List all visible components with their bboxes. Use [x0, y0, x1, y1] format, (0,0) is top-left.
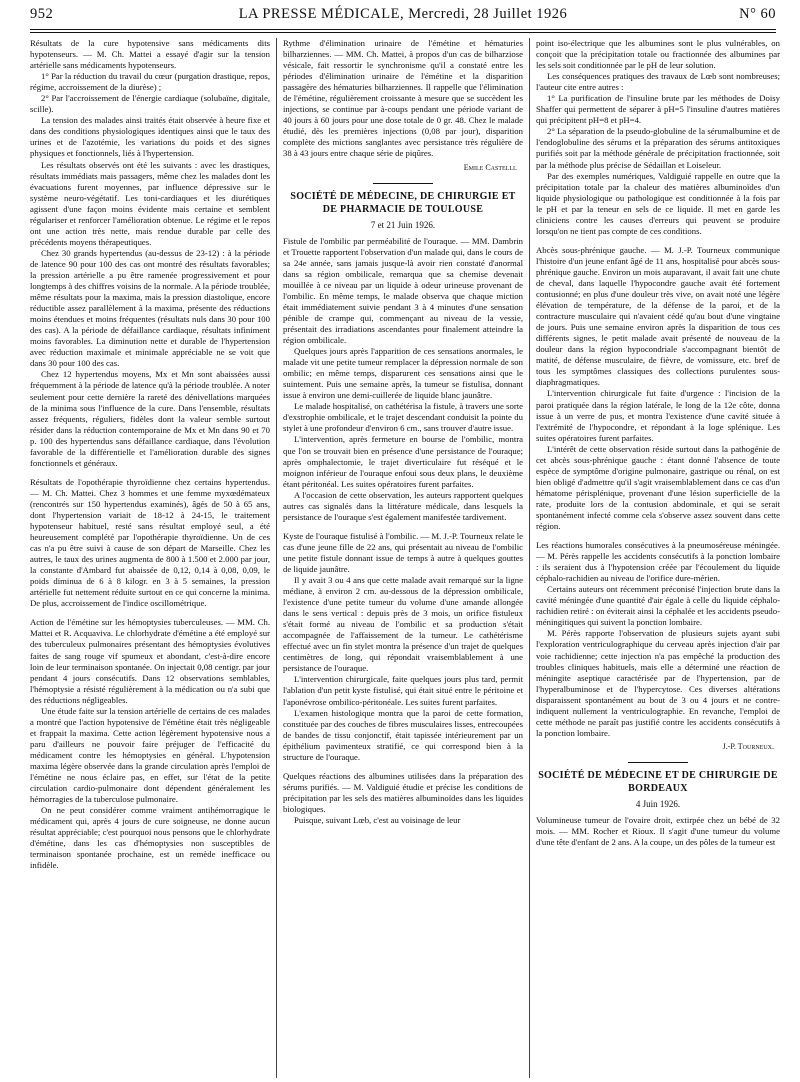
session-date: 7 et 21 Juin 1926. — [370, 219, 436, 230]
paragraph: Il y avait 3 ou 4 ans que cette malade avait remarqué sur la ligne médiane, à environ 2 cm. au-dessous de la dépression ombilicale, l'existence d'une petite tumeur du volume d'une amande allongée dans le sens vertical : depuis près de 3 mois, un orifice fistuleux s'était formé au niveau de l'ombilic et sa production s'était accompagnée de l'affaissement de la tumeur. Le cathétérisme effectué avec un fin stylet montra la présence d'un trajet de quelques centimètres de long, qui répondait vraisemblablement à une persistance de l'ouraque. — [283, 575, 523, 674]
paragraph: Kyste de l'ouraque fistulisé à l'ombilic. — M. J.-P. Tourneux relate le cas d'une jeune fille de 22 ans, qui présentait au niveau de l'ombilic une petite fistule donnant issue de temps à autre à quelques gouttes de liquide jaunâtre. — [283, 530, 523, 574]
paragraph: Une étude faite sur la tension artérielle de certains de ces malades a montré que l'action hypotensive de l'émétine était très négligeable et frappait la maxima. Cette action légèrement hypotensive nous a paru d'ailleurs ne pouvoir faire préjuger de l'efficacité du médicament contre les hémoptysies en général. L'hypotension maxima légère observée dans la grande circulation après l'emploi de l'émétine ne nous éclaire pas, en effet, sur l'état de la petite circulation cardio-pulmonaire dont dépendent généralement les hémorragies de la tuberculose pulmonaire. — [30, 705, 270, 805]
column-divider — [529, 38, 530, 1078]
column-1 — [30, 38, 270, 1078]
paragraph: Les résultats observés ont été les suivants : avec les drastiques, résultats immédiats mais passagers, même chez les malades dont les évacuations furent moyennes, par influence dépressive sur le système neuro-végétatif. Les toni-cardiaques et les diurétiques agissent d'une façon moins évidente mais certaine et semblent régulariser et renforcer l'amélioration obtenue. Le régime et le repos ont une action très nette, mais rendue durable par celle des précédents moyens thérapeutiques. — [30, 159, 270, 247]
paragraph: L'examen histologique montra que la paroi de cette formation, constituée par des couches de fibres musculaires lisses, entrecoupées de bandes de tissu conjonctif, était tapissée intérieurement par un épithélium pavimenteux stratifié, ce qui correspond bien à la structure de l'ouraque. — [283, 707, 523, 762]
journal-title: LA PRESSE MÉDICALE, Mercredi, 28 Juillet 1926 — [238, 6, 568, 22]
paragraph: L'intervention, après fermeture en bourse de l'ombilic, montra que l'on se trouvait bien en présence d'une persistance de l'ouraque; après omphalectomie, le trajet diverticulaire fut réséqué et le moignon inférieur de l'ouraque enfoui sous deux plans, le deuxième étant péritonéal. Les suites opératoires furent parfaites. — [283, 434, 523, 489]
paragraph: Par des exemples numériques, Valdiguié rappelle en outre que la précipitation totale par la chaleur des matières albuminoïdes d'un liquide physiologique ou pathologique est conditionnée à la fois par le pH et par la teneur en sels de ce liquide. Il met en garde les cliniciens contre les causes d'erreurs qui peuvent se produire lorsqu'on ne tient pas compte de ces conditions. — [536, 170, 780, 236]
paragraph: Puisque, suivant Lœb, c'est au voisinage de leur — [294, 815, 461, 825]
column-divider — [276, 38, 277, 1078]
paragraph: 1° Par la réduction du travail du cœur (purgation drastique, repos, régime, accroissement de la diurèse) ; — [30, 71, 270, 93]
paragraph: Le malade hospitalisé, on cathétérisa la fistule, à travers une sorte d'exstrophie ombilicale, et le trajet descendant conduisit la pointe du stylet à une profondeur d'environ 6 cm., sans trouver d'autre issue. — [283, 401, 523, 434]
paragraph: M. Pérès rapporte l'observation de plusieurs sujets ayant subi l'exploration ventriculographique du cerveau après injection d'air par voie rachidienne; cette injection n'a pas empêché la production des troubles cliniques habituels, mais elle a déterminé une réaction de méningite aseptique caractérisée par de l'hypertension, par de l'hyperalbuminose et de l'hypercytose. Ces diverses altérations disparaissent spontanément au bout de 3 ou 4 jours et ne contre-indiquent nullement la ventriculographie. En revanche, l'emploi de cette méthode ne paraît pas justifié contre les accidents consécutifs à la ponction lombaire. — [536, 628, 780, 738]
paragraph: Rythme d'élimination urinaire de l'émétine et hématuries bilharziennes. — MM. Ch. Mattei, à propos d'un cas de bilharziose vésicale, fait ressortir le synchronisme qu'il a constaté entre les périodes d'élimination urinaire de l'émétine et la disparition passagère des hématuries bilharziennes. Il rappelle que l'élimination de l'émétine, régulièrement croissante à mesure que se succèdent les injections, se continue par à-coups pendant une période variant de 40 jours à 60 jours pour une dose totale de 0 gr. 48. Chez le malade étudié, dès les premières injections (0,08 par jour), disparition complète des mictions sanglantes avec persistance très régulière de 38 à 43 jours entre chaque série de piqûres. — [283, 38, 523, 159]
paragraph: Volumineuse tumeur de l'ovaire droit, extirpée chez un bébé de 32 mois. — MM. Rocher et Rioux. Il s'agit d'une tumeur du volume d'une tête d'enfant de 2 ans. A la coupe, un des pôles de la tumeur est — [536, 815, 780, 848]
paragraph: Certains auteurs ont récemment préconisé l'injection brute dans la cavité méningée d'une quantité d'air égale à celle du liquide céphalo-rachidien retiré : on éviterait ainsi la céphalée et les accidents pseudo-méningitiques qui suivent la ponction lombaire. — [536, 584, 780, 628]
paragraph: L'intérêt de cette observation réside surtout dans la pathogénie de cet abcès sous-phrénique gauche : étant donné l'absence de toute espèce de symptôme d'origine pulmonaire, gastrique ou rénal, on est bien obligé d'admettre qu'il s'agit vraisemblablement dans ce cas d'un hématome périsplénique, provenant d'une lésion superficielle de la rate, produite lors de la contusion abdominale, et qui se serait spontanément infecté comme cela s'observe assez souvent dans cette région. — [536, 443, 780, 532]
society-heading: SOCIÉTÉ DE MÉDECINE ET DE CHIRURGIE DE BORDEAUX — [536, 762, 780, 795]
paragraph: Quelques jours après l'apparition de ces sensations anormales, le malade vit une petite tumeur remplacer la dépression normale de son ombilic; en même temps, disparurent ces sensations ainsi que le suintement. Puis une semaine après, la tumeur se fistulisa, donnant issue à environ une demi-cuillerée de liquide blanc jaunâtre. — [283, 346, 523, 401]
header-rule — [30, 29, 776, 30]
paragraph: L'intervention chirurgicale fut faite d'urgence : l'incision de la paroi pratiquée dans la région latérale, le long de la 12e côte, donna issue à un verre de pus, et montra l'existence d'une cavité située à l'extrémité de l'hypocondre, et répondant à la loge splénique. Les suites opératoires furent parfaites. — [536, 388, 780, 443]
paragraph: Chez 30 grands hypertendus (au-dessus de 23-12) : à la période de latence 90 pour 100 des cas ont montré des résultats favorables; la pression artérielle a pu être ramenée progressivement et pour longtemps à des chiffres voisins de la normale. A la période troublée, même résultats pour la maxima, mais la pression diastolique, encore réductible assez parallèlement à la maxima, présente des réductions moins étendues et moins fréquentes (résultats nuls dans 30 pour 100 des cas). A la période de défaillance cardiaque, résultats infiniment moins favorables. La diminution nette et durable de l'hypertension avec réduction maximale et minimale appréciable ne se voit que dans 30 pour 100 des cas. — [30, 247, 270, 369]
paragraph: 2° Par l'accroissement de l'énergie cardiaque (solubaïne, digitale, scille). — [30, 93, 270, 115]
page-header — [30, 4, 776, 30]
page-number: 952 — [30, 6, 54, 22]
paragraph: L'intervention chirurgicale, faite quelques jours plus tard, permit l'ablation d'un petit kyste fistulisé, qui était situé entre le péritoine et l'aponévrose ombilico-péritonéale. Les suites furent parfaites. — [283, 674, 523, 707]
paragraph: Action de l'émétine sur les hémoptysies tuberculeuses. — MM. Ch. Mattei et R. Acquaviva. Le chlorhydrate d'émétine a été employé sur des tuberculeux pulmonaires présentant des hémoptysies évolutives faites de sang rouge vif spumeux et abondant, c'est-à-dire encore loin de leur terminaison spontanée. On injectait 0,08 centigr. par jour pendant 4 jours consécutifs. Dans 12 observations semblables, l'hémoptysie a résisté régulièrement à la médication ou n'a subi que des réductions négligeables. — [30, 617, 270, 705]
paragraph: point iso-électrique que les albumines sont le plus vulnérables, on conçoit que la précipitation totale ou fractionnée des albumines par les sels soit conditionnée par le pH de leur solution. — [536, 38, 780, 71]
paragraph: 1° La purification de l'insuline brute par les méthodes de Doisy Shaffer qui permettent de séparer à pH=5 l'insuline d'autres matières qui précipitent pH=8 et pH=4. — [536, 93, 780, 126]
paragraph: A l'occasion de cette observation, les auteurs rapportent quelques autres cas signalés dans la littérature médicale, dans lesquels la persistance de l'ouraque s'est également manifestée tardivement. — [283, 489, 523, 522]
column-3 — [536, 38, 780, 1078]
paragraph: La tension des malades ainsi traités était observée à heure fixe et dans des conditions physiologiques identiques ainsi que le taux des urines et de l'azotémie, les variations du poids et des signes physiques et fonctionnels, liés à l'hypertension. — [30, 115, 270, 159]
paragraph: 2° La séparation de la pseudo-globuline de la sérumalbumine et de l'endoglobuline des sérums et la préparation des sérums antitoxiques purifiés soit par la méthode générale de précipitation fractionnée, soit par la méthode plus précise de Sédaillan et Loiseleur. — [536, 126, 780, 170]
paragraph: Quelques réactions des albumines utilisées dans la préparation des sérums purifiés. — M. Valdiguié étudie et précise les conditions de précipitation par les sels des matières albuminoïdes dans les liquides biologiques. — [283, 770, 523, 814]
column-2 — [283, 38, 523, 1078]
paragraph: Fistule de l'ombilic par perméabilité de l'ouraque. — MM. Dambrin et Trouette rapportent l'observation d'un malade qui, dans le cours de sa 24e année, sans jamais jusque-là avoir rien constaté d'anormal dans sa région ombilicale, remarqua que sa chemise devenait mouillée à ce niveau par un liquide à odeur urineuse provenant de l'ombilic. En même temps, le malade observa que chaque miction était immédiatement suivie pendant 3 à 4 minutes d'une sensation pénible de crampe qui, commençant au niveau de la vessie, présentait des irradiations ascendantes pour finalement atteindre la région ombilicale. — [283, 235, 523, 346]
society-heading: SOCIÉTÉ DE MÉDECINE, DE CHIRURGIE ET DE PHARMACIE DE TOULOUSE — [283, 183, 523, 216]
session-date: 4 Juin 1926. — [635, 798, 681, 809]
paragraph: Chez 12 hypertendus moyens, Mx et Mn sont abaissées aussi fréquemment à la période de latence qu'à la période troublée. A noter seulement pour cette dernière la rareté des dénivellations marquées de la minima sous l'influence de la cure. Dans l'ensemble, résultats assez fréquents, réguliers, fidèles dont la valeur semble surtout résider dans la réduction contemporaine de Mx et Mn dans 90 et 70 p. 100 des hypertendus sans défaillance cardiaque, dans l'évolution favorable de la différentielle et l'amélioration durable des signes fonctionnels et généraux. — [30, 369, 270, 468]
paragraph: Les conséquences pratiques des travaux de Lœb sont nombreuses; l'auteur cite entre autres : — [536, 71, 780, 93]
paragraph: Les réactions humorales consécutives à la pneumoséreuse méningée. — M. Pérès rappelle les accidents consécutifs à la ponction lombaire : ils seraient dus à l'hypotension créée par l'écoulement du liquide céphalo-rachidien au niveau de l'orifice dure-mérien. — [536, 540, 780, 584]
header-rule-thin — [30, 32, 776, 33]
author-signature: J.-P. Tourneux. — [722, 741, 774, 751]
paragraph: Résultats de l'opothérapie thyroïdienne chez certains hypertendus. — M. Ch. Mattei. Chez 3 hommes et une femme myxœdémateux (rencontrés sur 150 hypertendus examinés), âgés de 50 à 65 ans, dont l'hypertension variait de 18-12 à 24-15, le traitement hypotenseur habituel, resté sans résultat employé seul, a été heureusement complété par l'opothérapie thyroïdienne. Un de ces cas n'a pu être suivi à cause de son départ de Marseille. Chez les autres, le taux des urines augmenta de 800 à 1.500 et 2.000 par jour, la constante d'Ambard fut abaissée de 0,12, 0,14 à 0,08, 0,09, le poids diminua de 6 à 8 kilogr. en 3 à 5 semaines, la pression artérielle fut nettement réduite surtout en ce qui concerne la minima. De plus, accroissement de l'indice oscillométrique. — [30, 476, 270, 609]
issue-number: N° 60 — [739, 6, 776, 22]
author-signature: Emile Castelli. — [463, 162, 517, 172]
paragraph: Abcès sous-phrénique gauche. — M. J.-P. Tourneux communique l'histoire d'un jeune enfant âgé de 11 ans, hospitalisé pour abcès sous-phrénique gauche. Environ un mois auparavant, il avait fait une chute de cheval, dans laquelle l'hypocondre gauche avait été fortement contusionné; en plus d'une douleur très vive, on avait noté une légère élévation de température, de la défense de la paroi, et de la contracture musculaire qui n'avaient cédé qu'au bout d'une vingtaine de jours. Puis une semaine environ après la disparition de tous ces différents signes, le petit malade avait présenté de nouveau de la douleur dans la région hypocondriale s'accompagnant bientôt de matité, de défense musculaire, de fièvre, de vomissure, etc. bref de tous les symptômes classiques des collections purulentes sous-diaphragmatiques. — [536, 244, 780, 388]
paragraph: Résultats de la cure hypotensive sans médicaments dits hypotenseurs. — M. Ch. Mattei a essayé d'agir sur la tension artérielle sans médicaments hypotenseurs. — [30, 38, 270, 71]
paragraph: On ne peut considérer comme vraiment antihémorragique le médicament qui, après 4 jours de cure soigneuse, ne donne aucun résultat appréciable; c'est pourquoi nous pensons que le chlorhydrate d'émétine, dans les cas d'hémoptysies non susceptibles de terminaison spontanée prochaine, est un remède inefficace ou infidèle. — [30, 805, 270, 871]
